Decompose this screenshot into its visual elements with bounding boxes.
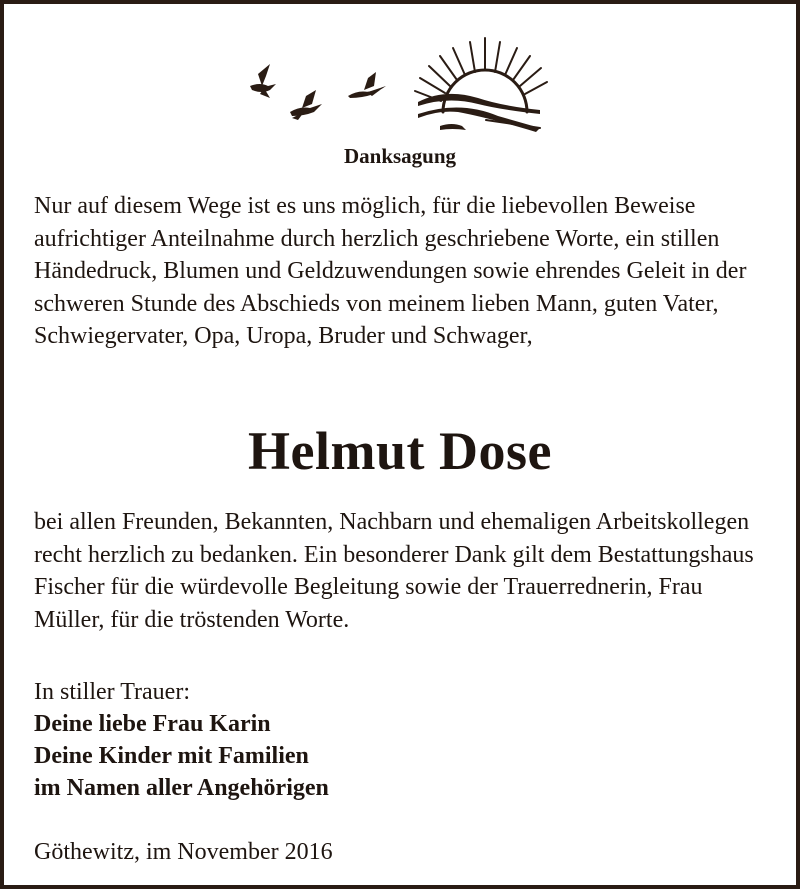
signature-line: im Namen aller Angehörigen	[34, 775, 329, 801]
bird-icon	[348, 72, 386, 98]
bird-icon	[250, 64, 276, 98]
signature-intro: In stiller Trauer:	[34, 679, 190, 705]
thanks-paragraph-2: bei allen Freunden, Bekannten, Nachbarn und ehemaligen Arbeitskollegen recht herzlich zu bedanken. Ein besonderer Dank gilt dem Bestattungshaus Fischer für die würdevolle Begleitung sowie der Trauerrednerin, Frau Müller, für die tröstenden Worte.	[34, 509, 754, 633]
birds-and-sunset-icon	[240, 28, 550, 140]
place-and-date: Göthewitz, im November 2016	[34, 839, 333, 865]
bird-icon	[290, 90, 322, 120]
heading-danksagung: Danksagung	[343, 144, 457, 168]
signature-line: Deine Kinder mit Familien	[34, 743, 309, 769]
deceased-name: Helmut Dose	[248, 421, 552, 481]
signature-line: Deine liebe Frau Karin	[34, 711, 271, 737]
thanks-paragraph-1: Nur auf diesem Wege ist es uns möglich, für die liebevollen Beweise aufrichtiger Anteilnahme durch herzlich geschriebene Worte, ein stillen Händedruck, Blumen und Geldzuwendungen sowie ehrendes Geleit in der schweren Stunde des Abschieds von meinem lieben Mann, guten Vater, Schwiegervater, Opa, Uropa, Bruder und Schwager,	[34, 193, 747, 349]
signature-block	[34, 676, 329, 804]
